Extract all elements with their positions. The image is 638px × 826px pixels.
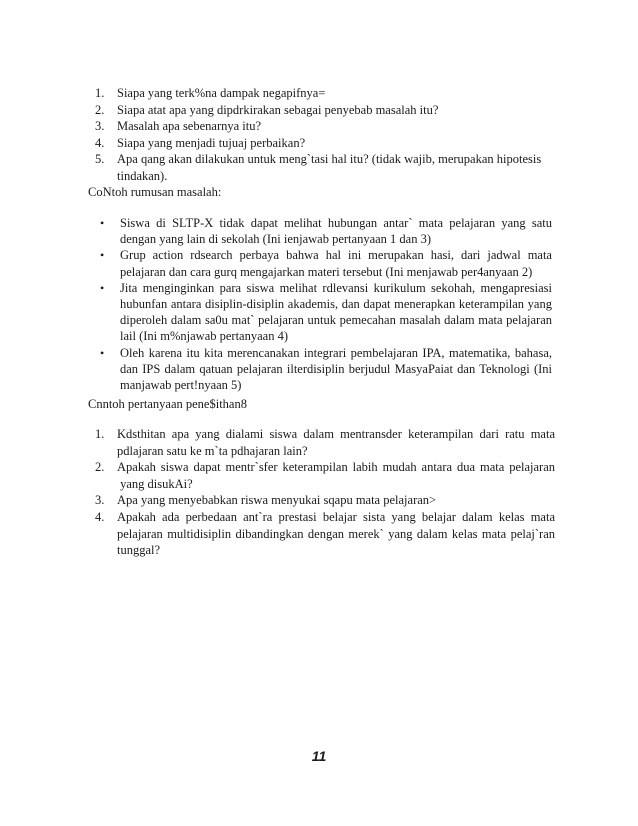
list-number: 2. <box>95 460 105 475</box>
list-number: 3. <box>95 493 105 508</box>
bullet-text: Jita menginginkan para siswa melihat rdlevansi kurikulum sekohah, mengapresiasi hubunfan antara disiplin-disiplin akademis, dan dapat menerapkan keterampilan yang diperoleh dalam sa0u mat` pelajaran untuk pemecahan masalah dalam mata pelajaran lail (Ini m%njawab pertanyaan 4) <box>120 280 552 344</box>
list-text: Siapa yang terk%na dampak negapifnya= <box>117 86 326 100</box>
list-text: Apa qang akan dilakukan untuk meng`tasi hal itu? (tidak wajib, merupakan hipotesis tindakan). <box>117 152 542 183</box>
list-number: 3. <box>95 119 105 134</box>
list-text: Siapa atat apa yang dipdrkirakan sebagai penyebab masalah itu? <box>117 102 439 117</box>
list-item <box>95 426 555 459</box>
list-item <box>95 85 555 102</box>
list-item <box>95 492 555 509</box>
list-number: 1. <box>95 86 105 100</box>
list-item <box>95 459 555 492</box>
page-number: 11 <box>311 748 327 764</box>
list-number: 4. <box>95 509 105 524</box>
list-number: 4. <box>95 135 105 150</box>
bullet-item <box>100 215 552 247</box>
bullet-text: Oleh karena itu kita merencanakan integrari pembelajaran IPA, matematika, bahasa, dan IPS dalam qatuan pelajaran ilterdisiplin berjudul MasyaPaiat dan Teknologi (Ini manjawab pert!nyaan 5) <box>120 345 552 393</box>
bullet-icon: • <box>100 216 105 230</box>
research-question-heading: Cnntoh pertanyaan pene$ithan8 <box>88 397 247 411</box>
list-item <box>95 102 555 119</box>
bullet-item <box>100 280 552 345</box>
list-text: Apa yang menyebabkan riswa menyukai sqapu mata pelajaran> <box>117 493 437 508</box>
list-item <box>95 118 555 135</box>
example-problem-list <box>100 215 552 393</box>
list-item <box>95 135 555 152</box>
bullet-item <box>100 247 552 279</box>
bullet-icon: • <box>100 280 105 295</box>
list-text: Siapa yang menjadi tujuaj perbaikan? <box>117 135 306 150</box>
example-problem-heading: CoNtoh rumusan masalah: <box>88 185 222 199</box>
list-item <box>95 151 555 184</box>
bullet-icon: • <box>100 345 105 360</box>
list-number: 2. <box>95 102 105 117</box>
list-number: 5. <box>95 152 105 167</box>
research-question-list <box>95 426 555 559</box>
list-text: Kdsthitan apa yang dialami siswa dalam mentransder keterampilan dari ratu mata pdlajaran satu ke m`ta pdhajaran lain? <box>117 427 555 458</box>
bullet-text: Siswa di SLTP-X tidak dapat melihat hubungan antar` mata pelajaran yang satu dengan yang lain di sekolah (Ini ienjawab pertanyaan 1 dan 3) <box>120 216 552 247</box>
list-number: 1. <box>95 427 105 441</box>
bullet-text: Grup action rdsearch perbaya bahwa hal ini merupakan hasi, dari jadwal mata pelajaran dan cara gurq mengajarkan materi tersebut (Ini menjawab per4anyaan 2) <box>120 248 552 279</box>
bullet-icon: • <box>100 248 105 263</box>
list-item <box>95 509 555 559</box>
list-text: Apakah ada perbedaan ant`ra prestasi belajar sista yang belajar dalam kelas mata pelajaran multidisiplin dibandingkan dengan merek` yang dalam kelas mata pelaj`ran tunggal? <box>117 509 555 558</box>
list-text: Apakah siswa dapat mentr`sfer keterampilan labih mudah antara dua mata pelajaran yang disukAi? <box>117 460 555 491</box>
list-text: Masalah apa sebenarnya itu? <box>117 119 262 134</box>
question-list <box>95 85 555 185</box>
bullet-item <box>100 345 552 394</box>
